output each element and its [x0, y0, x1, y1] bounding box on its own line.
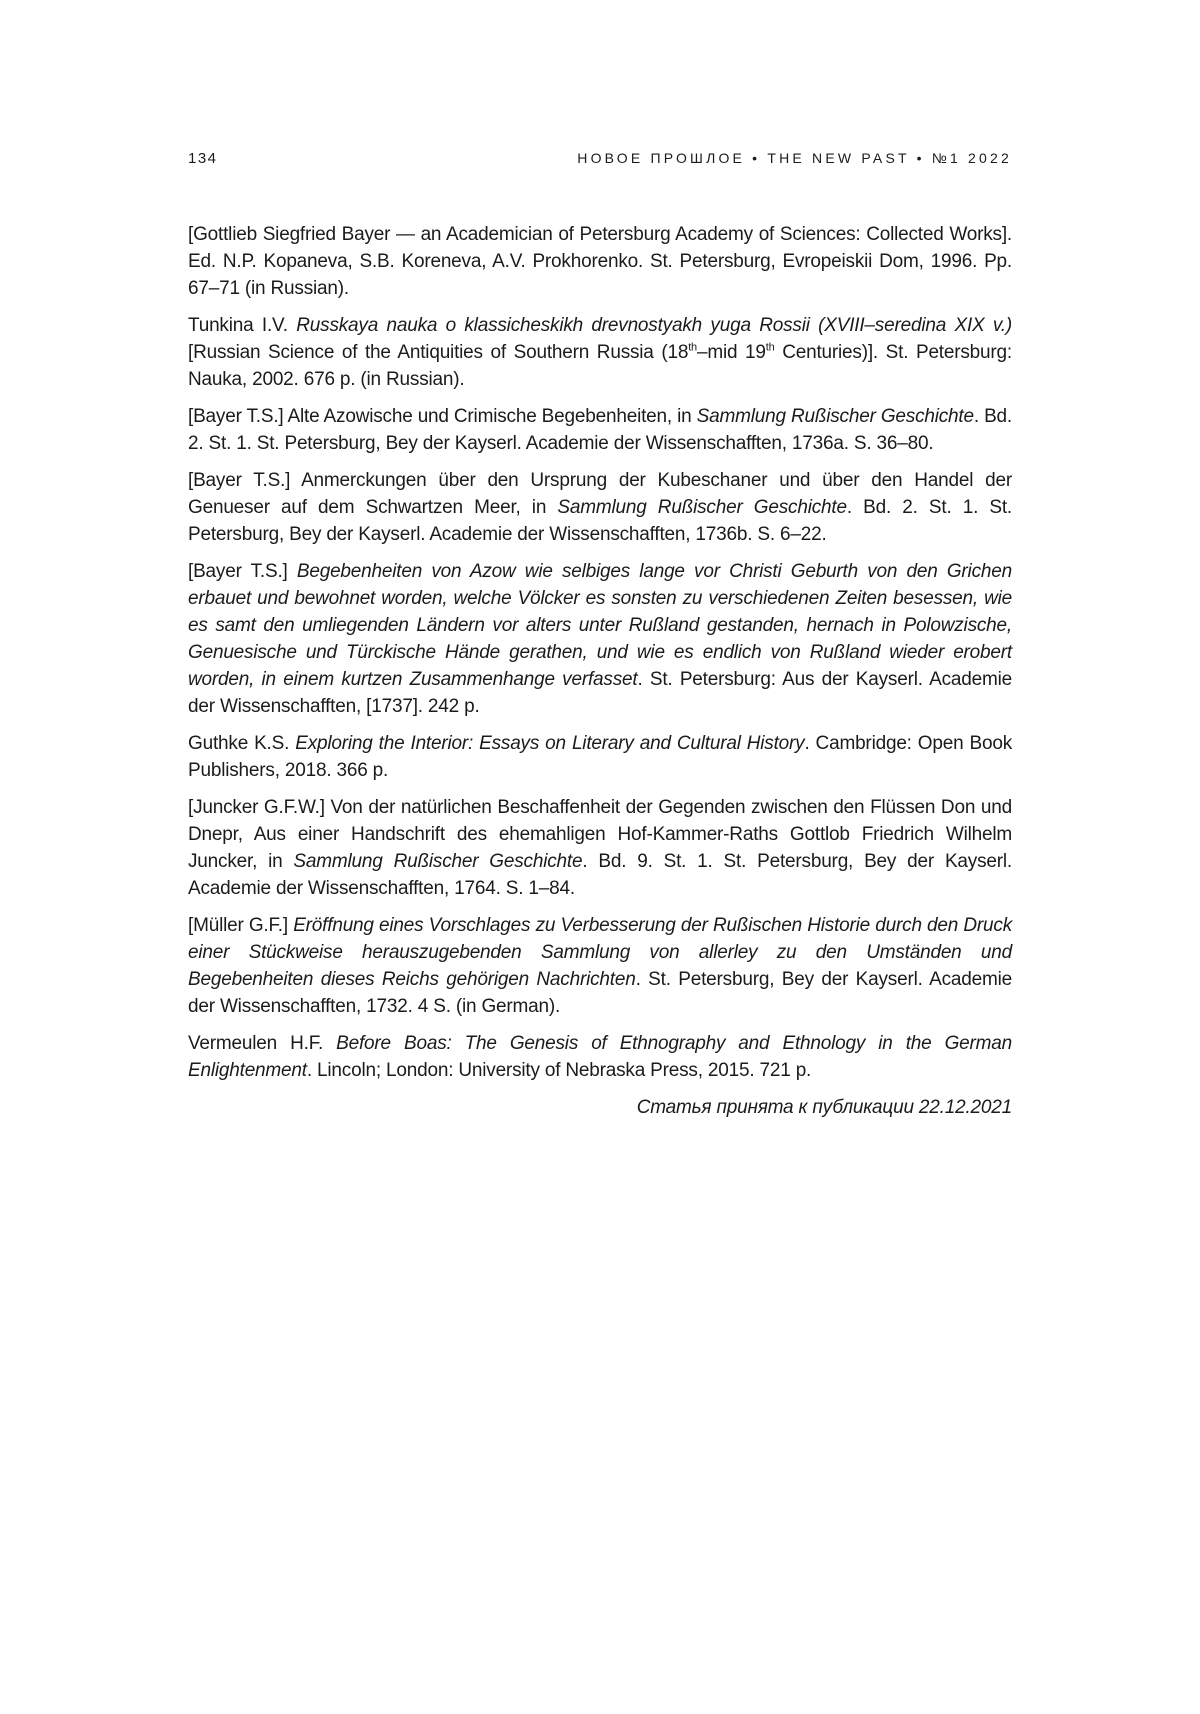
text-run: Before Boas: The Genesis of Ethnography and Ethnology in the German Enlightenment: [188, 1033, 1018, 1081]
text-run: –mid 19: [696, 342, 766, 363]
reference-item: [188, 794, 1018, 902]
text-run: th: [765, 341, 775, 354]
text-run: Tunkina I.V.: [188, 315, 297, 336]
journal-header: НОВОЕ ПРОШЛОЕ • THE NEW PAST • №1 2022: [577, 150, 1012, 166]
text-run: Sammlung Rußischer Geschichte: [293, 851, 583, 872]
text-run: Begebenheiten von Azow wie selbiges lange vor Christi Geburth von den Grichen erbauet und bewohnet worden, welche Völcker es sonsten zu verschiedenen Zeiten besessen, wie es samt den umliegenden Ländern vor alters unter Rußland gestanden, hernach in Polowzische, Genuesische und Türckische Hände gerathen, und wie es endlich von Rußland wieder erobert worden, in einem kurtzen Zusammenhange verfasset: [188, 561, 1018, 690]
reference-list: [188, 221, 1018, 1084]
text-run: Sammlung Rußischer Geschichte: [557, 497, 847, 518]
reference-item: [188, 403, 1018, 457]
text-run: Centuries)]. St. Petersburg: Nauka, 2002. 676 p. (in Russian).: [188, 342, 1018, 390]
text-run: Guthke K.S.: [188, 733, 296, 754]
text-run: Eröffnung eines Vorschlages zu Verbesserung der Rußischen Historie durch den Druck einer Stückweise herauszugebenden Sammlung von allerley zu den Umständen und Begebenheiten dieses Reichs gehörigen Nachrichten: [188, 915, 1018, 990]
text-run: [Juncker G.F.W.] Von der natürlichen Beschaffenheit der Gegenden zwischen den Flüssen Don und Dnepr, Aus einer Handschrift des ehemahligen Hof-Kammer-Raths Gottlob Friedrich Wilhelm Juncker, in: [188, 797, 1018, 872]
reference-item: [188, 312, 1018, 393]
reference-item: [188, 221, 1018, 302]
bibliography-section: [188, 221, 1018, 1121]
text-run: . Bd. 2. St. 1. St. Petersburg, Bey der Kayserl. Academie der Wissenschafften, 1736b. S. 6–22.: [188, 497, 1018, 545]
text-run: . St. Petersburg, Bey der Kayserl. Academie der Wissenschafften, 1732. 4 S. (in German).: [188, 969, 1018, 1017]
reference-item: [188, 558, 1018, 720]
text-run: [Russian Science of the Antiquities of Southern Russia (18: [188, 315, 1018, 363]
text-run: [Bayer T.S.]: [188, 561, 297, 582]
text-run: . Lincoln; London: University of Nebraska Press, 2015. 721 p.: [306, 1060, 812, 1081]
text-run: th: [688, 341, 697, 354]
text-run: Exploring the Interior: Essays on Literary and Cultural History: [295, 733, 805, 754]
text-run: . St. Petersburg: Aus der Kayserl. Academie der Wissenschafften, [1737]. 242 p.: [188, 669, 1018, 717]
running-head: [188, 150, 1012, 167]
reference-item: [188, 1030, 1018, 1084]
text-run: [Gottlieb Siegfried Bayer — an Academician of Petersburg Academy of Sciences: Collected Works]. Ed. N.P. Kopaneva, S.B. Koreneva, A.V. Prokhorenko. St. Petersburg, Evropeiskii Dom, 1996. Pp. 67–71 (in Russian).: [188, 224, 1018, 299]
text-run: Russkaya nauka o klassicheskikh drevnostyakh yuga Rossii (XVIII–seredina XIX v.): [296, 315, 1012, 336]
page-number: 134: [188, 150, 218, 167]
text-run: . Cambridge: Open Book Publishers, 2018. 366 p.: [188, 733, 1018, 781]
acceptance-note: Статья принята к публикации 22.12.2021: [636, 1097, 1012, 1118]
text-run: [Müller G.F.]: [188, 915, 294, 936]
text-run: Vermeulen H.F.: [188, 1033, 337, 1054]
reference-item: [188, 730, 1018, 784]
reference-item: [188, 912, 1018, 1020]
text-run: . Bd. 2. St. 1. St. Petersburg, Bey der Kayserl. Academie der Wissenschafften, 1736a. S. 36–80.: [188, 406, 1018, 454]
text-run: [Bayer T.S.] Alte Azowische und Crimische Begebenheiten, in: [188, 406, 697, 427]
text-run: Sammlung Rußischer Geschichte: [696, 406, 974, 427]
text-run: . Bd. 9. St. 1. St. Petersburg, Bey der Kayserl. Academie der Wissenschafften, 1764. S. 1–84.: [188, 851, 1017, 899]
text-run: [Bayer T.S.] Anmerckungen über den Ursprung der Kubeschaner und über den Handel der Genueser auf dem Schwartzen Meer, in: [188, 470, 1018, 518]
reference-item: [188, 467, 1018, 548]
